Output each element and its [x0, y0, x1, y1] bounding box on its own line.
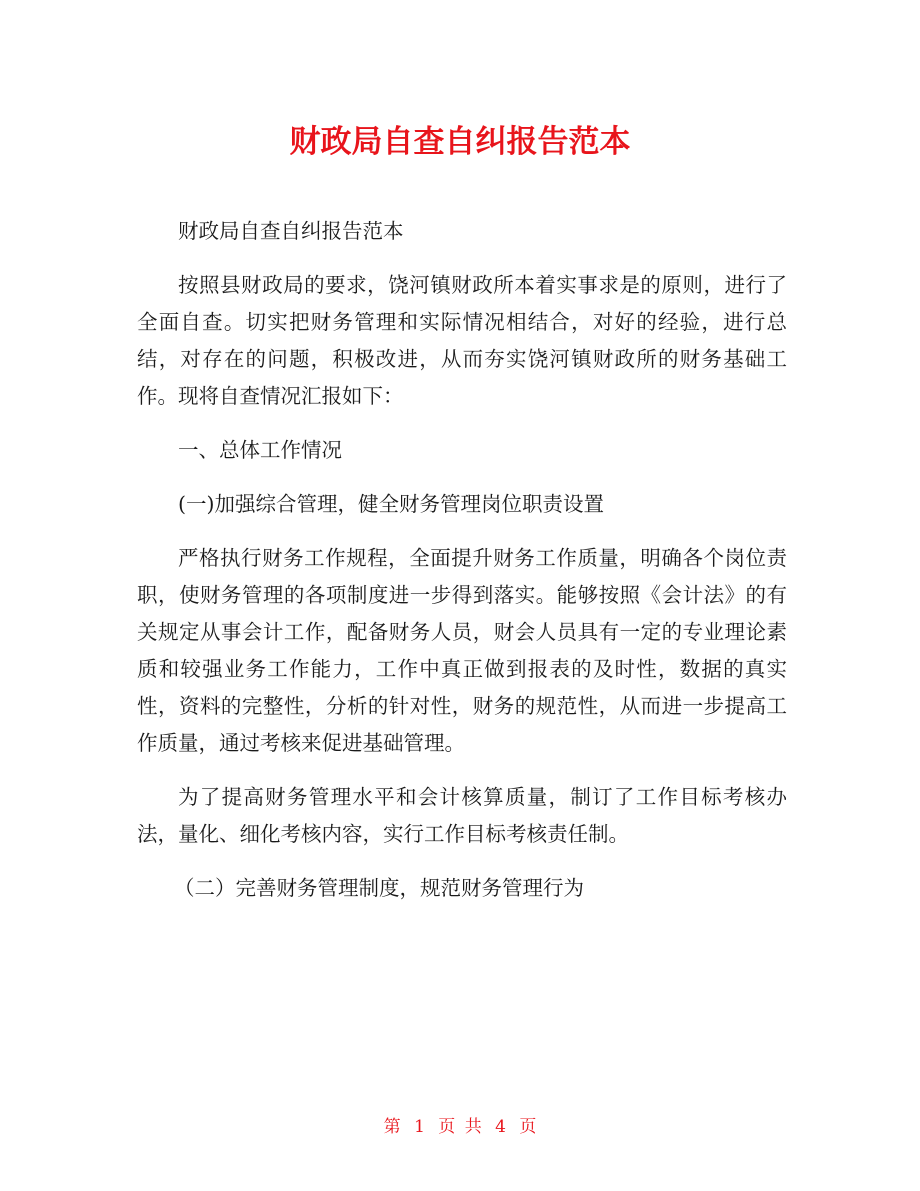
- subsection-heading-2: （二）完善财务管理制度，规范财务管理行为: [174, 876, 584, 900]
- paragraph-body-2: 为了提高财务管理水平和会计核算质量，制订了工作目标考核办法，量化、细化考核内容，实行工作目标考核责任制。: [137, 785, 787, 846]
- footer-page-number: 1: [414, 1117, 425, 1137]
- footer-prefix: 第: [383, 1117, 401, 1137]
- section-heading-1: 一、总体工作情况: [178, 438, 342, 462]
- footer-suffix: 页: [519, 1117, 537, 1137]
- footer-middle: 页 共: [438, 1117, 482, 1137]
- paragraph-body-1: 严格执行财务工作规程，全面提升财务工作质量，明确各个岗位责职，使财务管理的各项制度进一步得到落实。能够按照《会计法》的有关规定从事会计工作，配备财务人员，财会人员具有一定的专业理论素质和较强业务工作能力，工作中真正做到报表的及时性，数据的真实性，资料的完整性，分析的针对性，财务的规范性，从而进一步提高工作质量，通过考核来促进基础管理。: [137, 546, 787, 755]
- document-title: 财政局自查自纠报告范本: [289, 124, 631, 160]
- subsection-heading-1: (一)加强综合管理，健全财务管理岗位职责设置: [178, 492, 604, 516]
- document-body: [137, 213, 787, 907]
- paragraph-subtitle: 财政局自查自纠报告范本: [178, 219, 404, 243]
- footer-total-pages: 4: [495, 1117, 506, 1137]
- page-footer: [0, 1112, 920, 1137]
- paragraph-intro: 按照县财政局的要求，饶河镇财政所本着实事求是的原则，进行了全面自查。切实把财务管理和实际情况相结合，对好的经验，进行总结，对存在的问题，积极改进，从而夯实饶河镇财政所的财务基础工作。现将自查情况汇报如下：: [137, 273, 787, 408]
